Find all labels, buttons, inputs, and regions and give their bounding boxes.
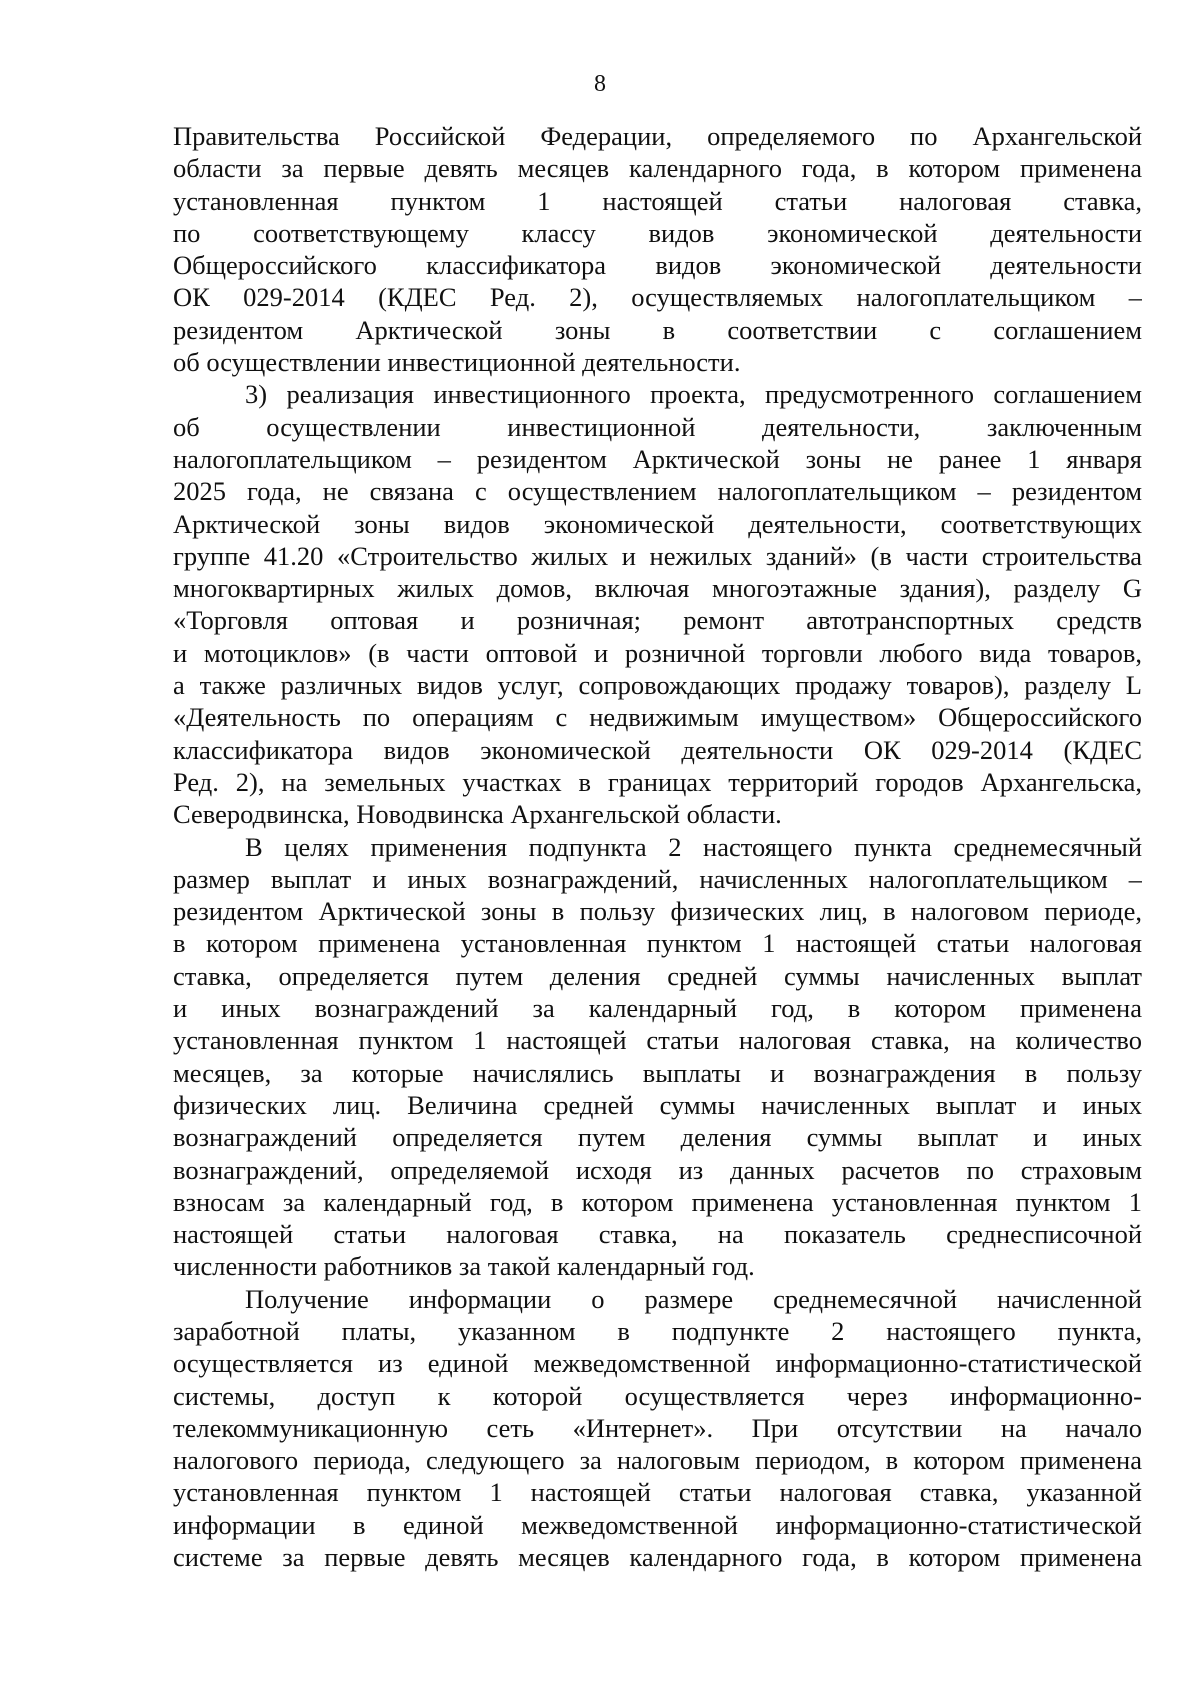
text-line: классификатора видов экономической деятельности ОК 029-2014 (КДЕС: [173, 734, 1142, 765]
text-line: установленная пунктом 1 настоящей статьи налоговая ставка, указанной: [173, 1477, 1142, 1508]
text-line: осуществляется из единой межведомственной информационно-статистической: [173, 1348, 1142, 1379]
text-line: «Деятельность по операциям с недвижимым имуществом» Общероссийского: [173, 702, 1142, 733]
text-line: системы, доступ к которой осуществляется через информационно-: [173, 1380, 1142, 1411]
page-number: 8: [594, 71, 606, 97]
text-line: в котором применена установленная пунктом 1 настоящей статьи налоговая: [173, 928, 1142, 959]
text-line: Северодвинска, Новодвинска Архангельской области.: [173, 799, 782, 830]
text-line: Общероссийского классификатора видов экономической деятельности: [173, 250, 1142, 281]
text-line: и иных вознаграждений за календарный год, в котором применена: [173, 993, 1142, 1024]
document-body-text: [173, 120, 1142, 1573]
text-line: налогоплательщиком – резидентом Арктической зоны не ранее 1 января: [173, 443, 1142, 474]
text-line: настоящей статьи налоговая ставка, на показатель среднесписочной: [173, 1219, 1142, 1250]
text-line: а также различных видов услуг, сопровождающих продажу товаров), разделу L: [173, 670, 1142, 701]
text-line: ставка, определяется путем деления средней суммы начисленных выплат: [173, 960, 1142, 991]
text-line: информации в единой межведомственной информационно-статистической: [173, 1509, 1142, 1540]
text-line: численности работников за такой календарный год.: [173, 1251, 755, 1282]
text-line: физических лиц. Величина средней суммы начисленных выплат и иных: [173, 1089, 1142, 1120]
text-line: резидентом Арктической зоны в пользу физических лиц, в налоговом периоде,: [173, 896, 1142, 927]
text-line: налогового периода, следующего за налоговым периодом, в котором применена: [173, 1445, 1142, 1476]
text-line: размер выплат и иных вознаграждений, начисленных налогоплательщиком –: [173, 863, 1142, 894]
text-line: заработной платы, указанном в подпункте 2 настоящего пункта,: [173, 1315, 1142, 1346]
text-line: Арктической зоны видов экономической деятельности, соответствующих: [173, 508, 1142, 539]
text-line: вознаграждений, определяемой исходя из данных расчетов по страховым: [173, 1154, 1142, 1185]
text-line: Ред. 2), на земельных участках в границах территорий городов Архангельска,: [173, 766, 1142, 797]
text-line: многоквартирных жилых домов, включая многоэтажные здания), разделу G: [173, 573, 1142, 604]
text-line: и мотоциклов» (в части оптовой и розничной торговли любого вида товаров,: [173, 637, 1142, 668]
text-line: об осуществлении инвестиционной деятельности, заключенным: [173, 411, 1142, 442]
text-line: по соответствующему классу видов экономической деятельности: [173, 217, 1142, 248]
text-line: месяцев, за которые начислялись выплаты и вознаграждения в пользу: [173, 1057, 1142, 1088]
text-line: области за первые девять месяцев календарного года, в котором применена: [173, 153, 1142, 184]
text-line: 3) реализация инвестиционного проекта, предусмотренного соглашением: [245, 379, 1142, 410]
text-line: телекоммуникационную сеть «Интернет». При отсутствии на начало: [173, 1412, 1142, 1443]
text-line: системе за первые девять месяцев календарного года, в котором применена: [173, 1542, 1142, 1573]
text-line: вознаграждений определяется путем деления суммы выплат и иных: [173, 1122, 1142, 1153]
text-line: об осуществлении инвестиционной деятельности.: [173, 347, 741, 378]
text-line: В целях применения подпункта 2 настоящего пункта среднемесячный: [245, 831, 1142, 862]
text-line: ОК 029-2014 (КДЕС Ред. 2), осуществляемых налогоплательщиком –: [173, 282, 1142, 313]
text-line: установленная пунктом 1 настоящей статьи налоговая ставка, на количество: [173, 1025, 1142, 1056]
text-line: резидентом Арктической зоны в соответствии с соглашением: [173, 314, 1142, 345]
text-line: группе 41.20 «Строительство жилых и нежилых зданий» (в части строительства: [173, 540, 1142, 571]
text-line: 2025 года, не связана с осуществлением налогоплательщиком – резидентом: [173, 476, 1142, 507]
text-line: взносам за календарный год, в котором применена установленная пунктом 1: [173, 1186, 1142, 1217]
text-line: «Торговля оптовая и розничная; ремонт автотранспортных средств: [173, 605, 1142, 636]
text-line: установленная пунктом 1 настоящей статьи налоговая ставка,: [173, 185, 1142, 216]
text-line: Правительства Российской Федерации, определяемого по Архангельской: [173, 121, 1142, 151]
text-line: Получение информации о размере среднемесячной начисленной: [245, 1283, 1142, 1314]
